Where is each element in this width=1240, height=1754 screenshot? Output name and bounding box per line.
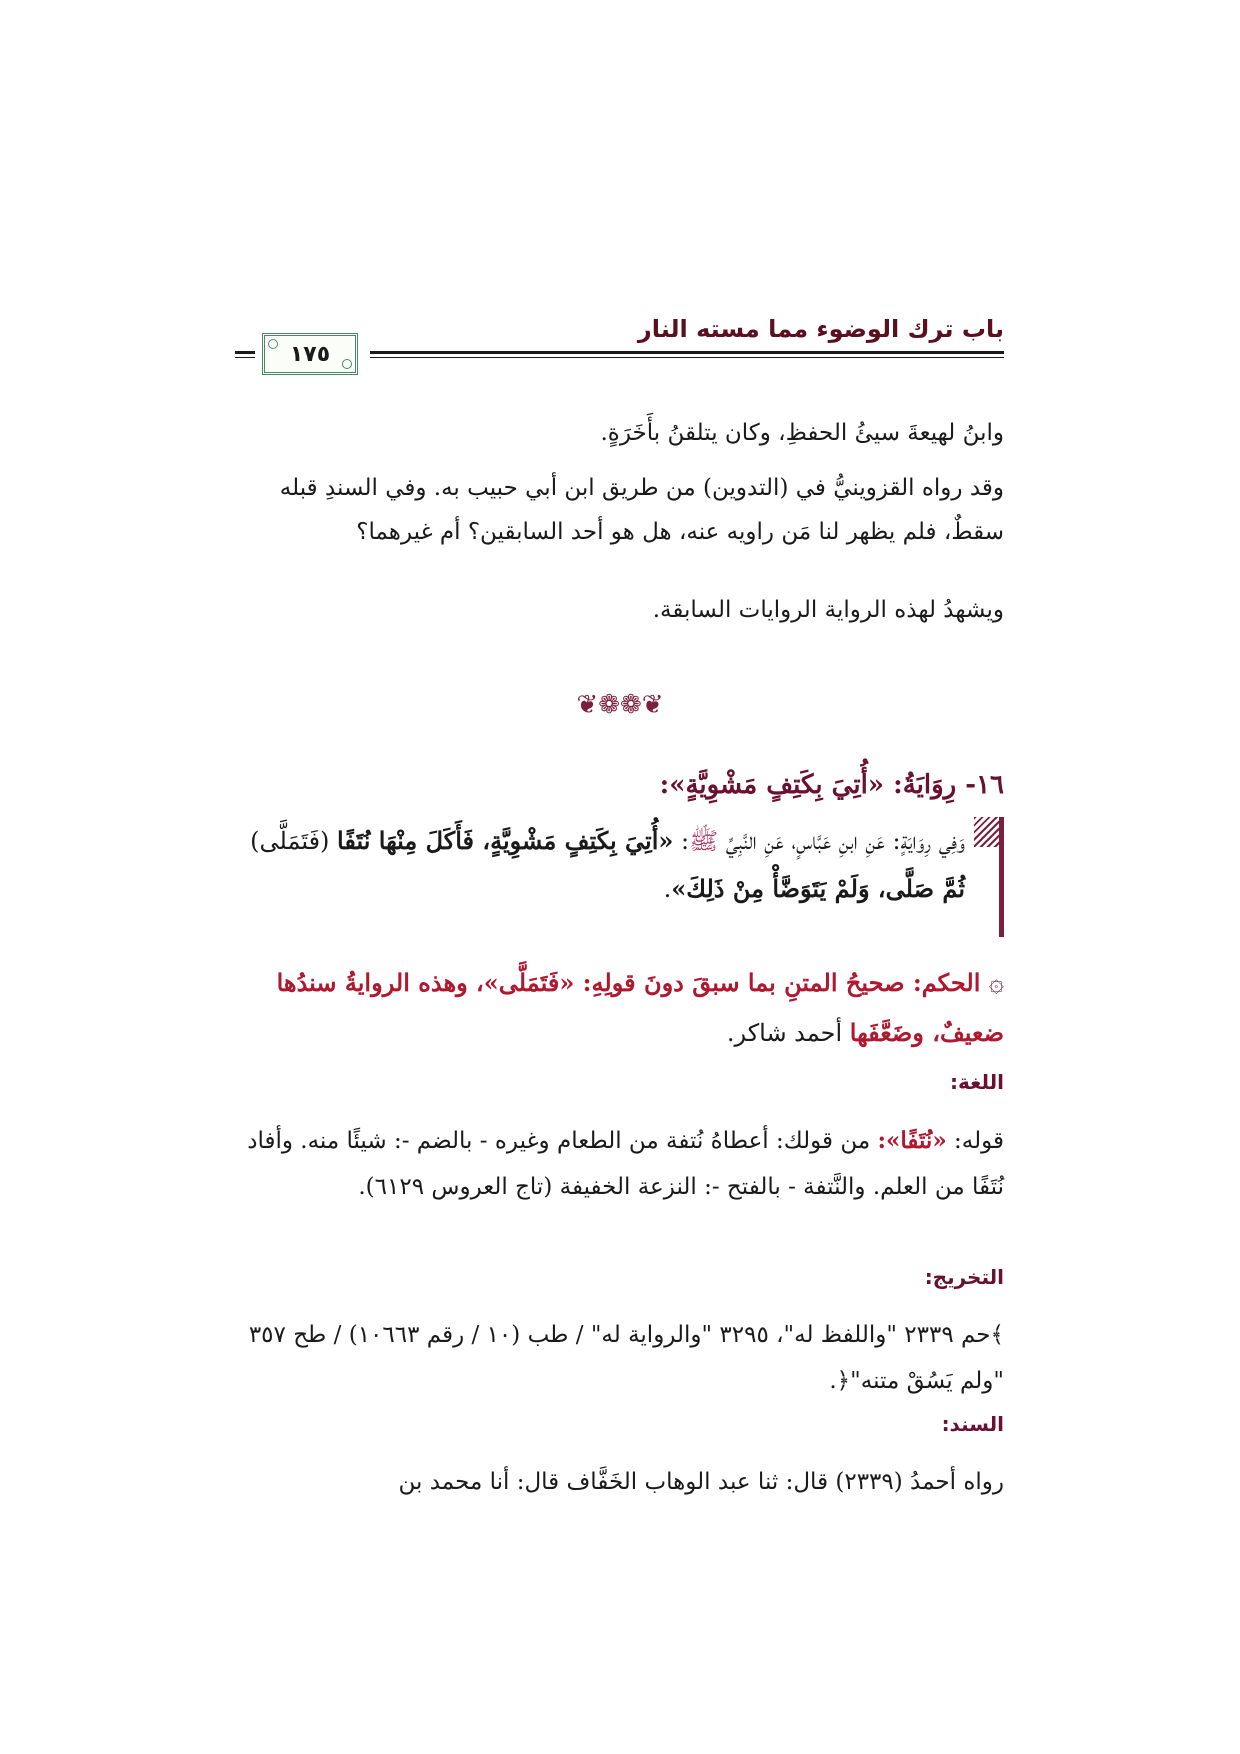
hadith-matn-2: ثُمَّ صَلَّى، وَلَمْ يَتَوَضَّأْ مِنْ ذَلِكَ» bbox=[671, 874, 965, 903]
hadith-text bbox=[246, 817, 965, 913]
intro-line-3: ويشهدُ لهذه الرواية الروايات السابقة. bbox=[652, 597, 1004, 623]
ruling-rest: أحمد شاكر. bbox=[726, 1019, 850, 1047]
hadith-end: . bbox=[663, 875, 672, 903]
takhrij-text: ﴾حم ٢٣٣٩ "واللفظ له"، ٣٢٩٥ "والرواية له" / طب (١٠ / رقم ١٠٦٦٣) / طح ٣٥٧ "ولم يَسُقْ متنه"﴿. bbox=[248, 1322, 1004, 1394]
chapter-title: باب ترك الوضوء مما مسته النار bbox=[637, 315, 1004, 343]
ruling-paragraph bbox=[236, 958, 1004, 1058]
salawat-icon: ﷺ bbox=[689, 827, 719, 855]
page-number-badge bbox=[262, 333, 358, 375]
sanad-text: رواه أحمدُ (٢٣٣٩) قال: ثنا عبد الوهاب الخَفَّاف قال: أنا محمد بن bbox=[398, 1469, 1004, 1495]
lughah-term: «نُتَفًا»: bbox=[877, 1127, 947, 1154]
sanad-heading: السند: bbox=[941, 1412, 1004, 1436]
lughah-body: من قولك: أعطاهُ نُتفة من الطعام وغيره - بالضم -: شيئًا منه. وأفاد نُتَفًا من العلم. والنَّتفة - بالفتح -: النزعة الخفيفة (تاج العروس ٦١٢٩). bbox=[247, 1128, 1004, 1200]
ruling-text: صحيحُ المتنِ بما سبقَ دونَ قولِهِ: «فَتَمَلَّى»، وهذه الروايةُ سندُها ضعيفٌ، وضَعَّفَها bbox=[276, 968, 1004, 1047]
lughah-prefix: قوله: bbox=[946, 1128, 1004, 1154]
ruling-label: الحكم: bbox=[904, 968, 989, 997]
header-rule-left bbox=[235, 351, 255, 354]
lughah-heading: اللغة: bbox=[950, 1070, 1004, 1094]
takhrij-heading: التخريج: bbox=[924, 1265, 1004, 1289]
ornament-divider-icon: ❦❁❁❦ bbox=[576, 690, 664, 720]
hadith-intro: وَفِي رِوَايَةٍ: عَنِ ابنِ عَبَّاسٍ، عَنِ النَّبِيِّ bbox=[718, 827, 965, 855]
hadith-colon: : bbox=[673, 827, 690, 855]
intro-line-1: وابنُ لهيعةَ سيئُ الحفظِ، وكان يتلقنُ بأَخَرَةٍ. bbox=[600, 420, 1004, 446]
hadith-matn-1: «أُتِيَ بِكَتِفٍ مَشْوِيَّةٍ، فَأَكَلَ مِنْهَا نُتَفًا bbox=[337, 826, 674, 855]
hadith-parenthetical: (فَتَمَلَّى) bbox=[250, 827, 338, 855]
header-rule bbox=[370, 351, 1004, 354]
intro-paragraph-2: وقد رواه القزوينيُّ في (التدوين) من طريق ابن أبي حبيب به. وفي السندِ قبله سقطٌ، فلم يظهر لنا مَن راويه عنه، هل هو أحد السابقين؟ أم غيرهما؟ bbox=[279, 475, 1004, 545]
header-rule-thin bbox=[370, 357, 1004, 358]
hadith-box bbox=[246, 817, 1004, 937]
page-number: ١٧٥ bbox=[289, 341, 331, 367]
section-heading: ١٦- رِوَايَةُ: «أُتِيَ بِكَتِفٍ مَشْوِيَّةٍ»: bbox=[659, 770, 1004, 800]
lughah-text bbox=[236, 1118, 1004, 1210]
ruling-icon: ۞ bbox=[988, 968, 1004, 998]
header-rule-left-thin bbox=[235, 357, 255, 358]
